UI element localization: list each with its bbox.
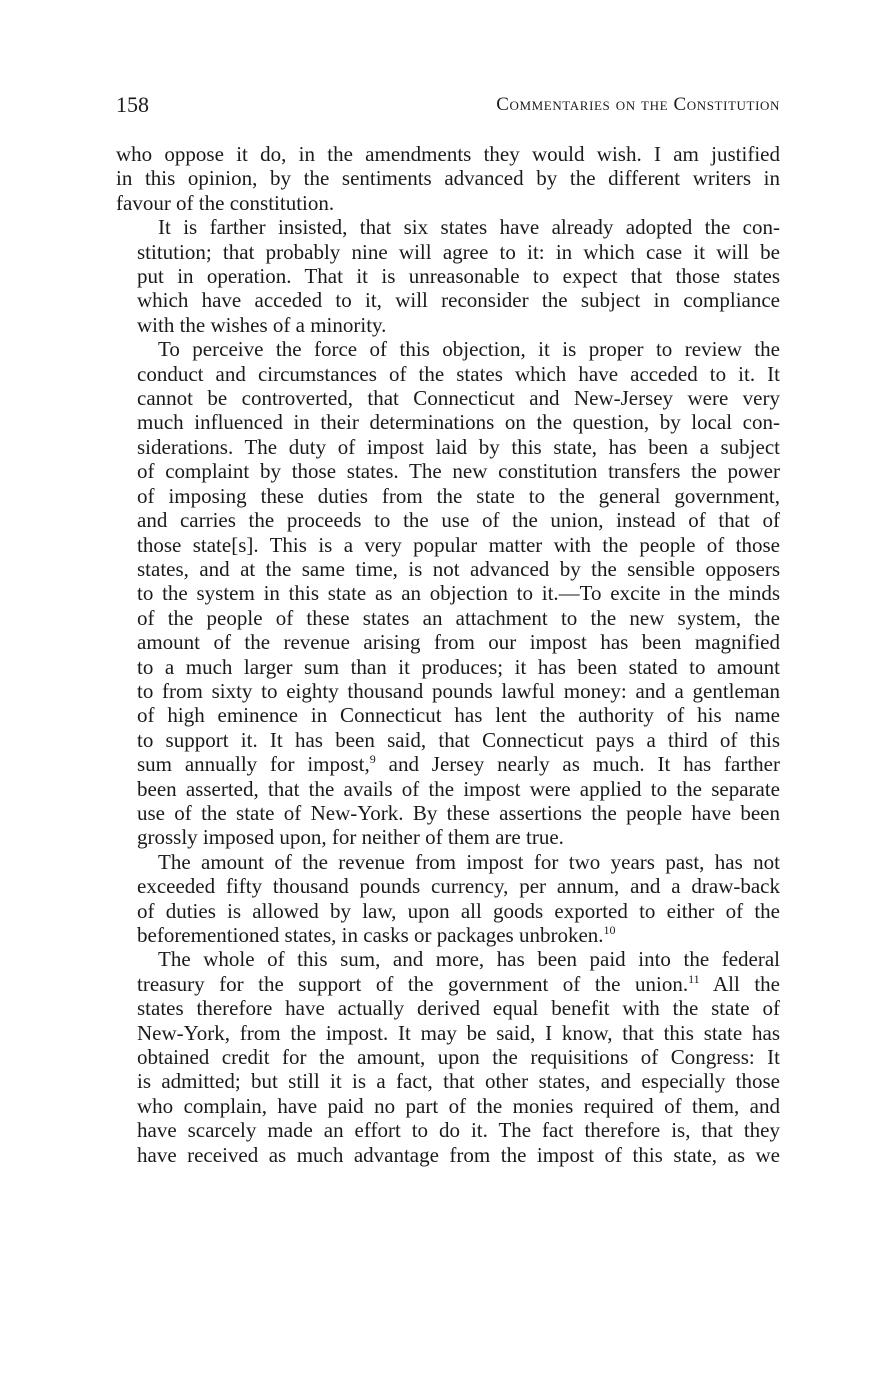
text-line: cannot be controverted, that Connecticut and New-Jersey were very: [137, 386, 780, 411]
paragraph-4: [116, 850, 780, 948]
text-line-with-footnote-9: [116, 752, 780, 776]
footnote-ref-10[interactable]: 10: [603, 923, 616, 937]
text-line: favour of the constitution.: [116, 190, 335, 215]
text-line: of imposing these duties from the state to the general government,: [137, 483, 780, 508]
text-line: New-York, from the impost. It may be said, I know, that this state has: [137, 1020, 780, 1045]
text-line: siderations. The duty of impost laid by this state, has been a subject: [137, 434, 780, 459]
text-line: to from sixty to eighty thousand pounds lawful money: and a gentleman: [137, 678, 780, 703]
text-line: which have acceded to it, will reconsider the subject in compliance: [137, 288, 780, 313]
footnote-ref-11[interactable]: 11: [688, 971, 700, 986]
text-fragment: All the: [699, 971, 780, 996]
text-line: The amount of the revenue from impost for two years past, has not: [158, 849, 780, 874]
text-line: stitution; that probably nine will agree to it: in which case it will be: [137, 239, 780, 264]
text-fragment: treasury for the support of the government of the union.: [137, 971, 689, 996]
text-line: states therefore have actually derived equal benefit with the state of: [137, 996, 780, 1021]
paragraph-3: [116, 337, 780, 850]
text-line-with-footnote-11: [116, 972, 780, 996]
text-line: who oppose it do, in the amendments they would wish. I am justified: [116, 142, 780, 166]
text-line: have received as much advantage from the impost of this state, as we: [137, 1142, 780, 1167]
text-line: to support it. It has been said, that Connecticut pays a third of this: [137, 727, 780, 752]
paragraph-2: [116, 215, 780, 337]
text-line: exceeded fifty thousand pounds currency, per annum, and a draw-back: [137, 874, 780, 899]
text-line: put in operation. That it is unreasonable to expect that those states: [137, 264, 780, 289]
text-fragment: beforementioned states, in casks or packages unbroken.: [137, 923, 604, 947]
text-line: of high eminence in Connecticut has lent the authority of his name: [137, 703, 780, 728]
text-line: and carries the proceeds to the use of the union, instead of that of: [137, 508, 780, 533]
text-line: of duties is allowed by law, upon all goods exported to either of the: [137, 898, 780, 923]
page-number: 158: [116, 92, 149, 117]
paragraph-1: [116, 142, 780, 215]
text-line: It is farther insisted, that six states have already adopted the con-: [158, 215, 780, 240]
body-text: [116, 142, 780, 1167]
text-line-with-footnote-10: [116, 923, 780, 947]
text-line: conduct and circumstances of the states which have acceded to it. It: [137, 361, 780, 386]
text-fragment: sum annually for impost,: [137, 752, 370, 777]
text-line: much influenced in their determinations on the question, by local con-: [137, 410, 780, 435]
text-line: To perceive the force of this objection, it is proper to review the: [158, 337, 780, 362]
text-line: The whole of this sum, and more, has been paid into the federal: [158, 947, 780, 972]
text-line: who complain, have paid no part of the monies required of them, and: [137, 1093, 780, 1118]
text-fragment: and Jersey nearly as much. It has farther: [375, 752, 780, 777]
paragraph-5: [116, 947, 780, 1167]
text-line: been asserted, that the avails of the impost were applied to the separate: [137, 776, 780, 801]
text-line: states, and at the same time, is not advanced by the sensible opposers: [137, 556, 780, 581]
text-line: with the wishes of a minority.: [137, 312, 387, 337]
text-line: use of the state of New-York. By these assertions the people have been: [137, 800, 780, 825]
text-line: to a much larger sum than it produces; it has been stated to amount: [137, 654, 780, 679]
text-line: of the people of these states an attachment to the new system, the: [137, 605, 780, 630]
text-line: grossly imposed upon, for neither of them are true.: [137, 825, 564, 850]
running-title: Commentaries on the Constitution: [496, 94, 780, 115]
running-head: [116, 90, 780, 120]
text-line: amount of the revenue arising from our impost has been magnified: [137, 630, 780, 655]
text-line: in this opinion, by the sentiments advanced by the different writers in: [116, 166, 780, 191]
text-line: to the system in this state as an objection to it.—To excite in the minds: [137, 581, 780, 606]
book-page: [116, 90, 780, 1167]
footnote-ref-9[interactable]: 9: [369, 752, 376, 767]
text-line: have scarcely made an effort to do it. The fact therefore is, that they: [137, 1118, 780, 1143]
text-line: is admitted; but still it is a fact, that other states, and especially those: [137, 1069, 780, 1094]
text-line: obtained credit for the amount, upon the requisitions of Congress: It: [137, 1045, 780, 1070]
text-line: those state[s]. This is a very popular matter with the people of those: [137, 532, 780, 557]
text-line: of complaint by those states. The new constitution transfers the power: [137, 459, 780, 484]
